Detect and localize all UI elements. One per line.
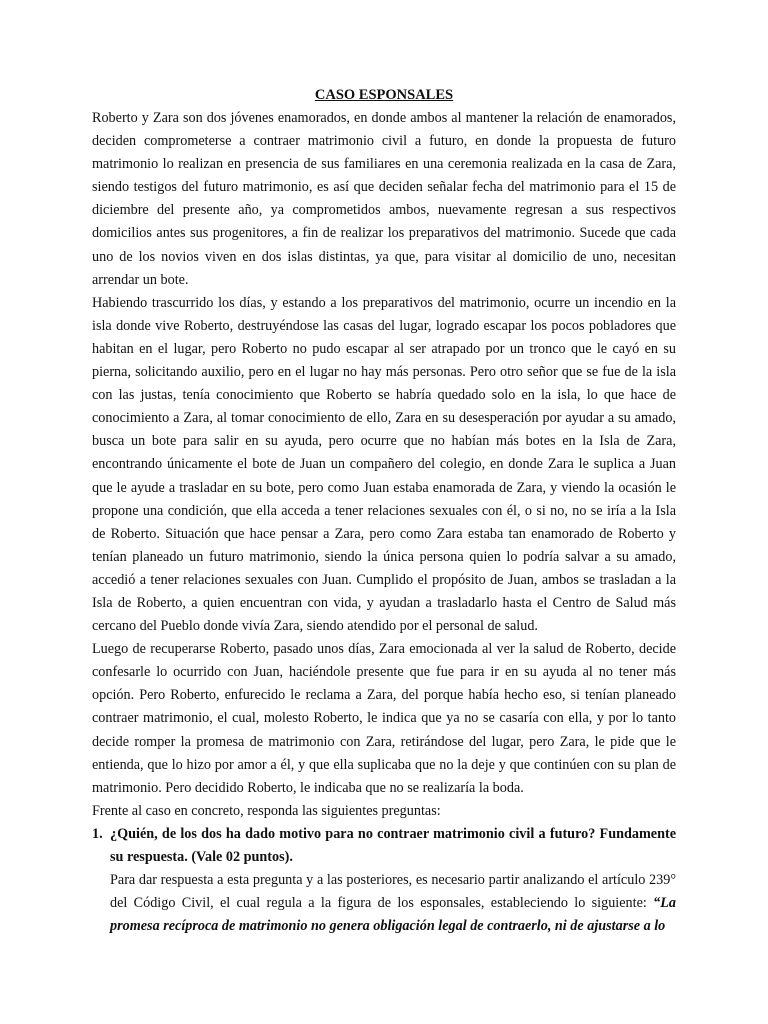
question-1 [92,823,676,938]
question-text: ¿Quién, de los dos ha dado motivo para no contraer matrimonio civil a futuro? Fundamente su respuesta. (Vale 02 puntos). [110,825,676,865]
question-number: 1. [92,825,103,842]
answer-intro: Para dar respuesta a esta pregunta y a las posteriores, es necesario partir analizando el artículo 239° del Código Civil, el cual regula a la figura de los esponsales, estableciendo lo siguiente: [110,872,676,912]
paragraph-2: Habiendo trascurrido los días, y estando a los preparativos del matrimonio, ocurre un incendio en la isla donde vive Roberto, destruyéndose las casas del lugar, logrado escapar los pocos pobladores que habitan en el lugar, pero Roberto no pudo escapar al ser atrapado por un tronco que le cayó en su pierna, solicitando auxilio, pero en el lugar no hay más personas. Pero otro señor que se fue de la isla con las justas, tenía conocimiento que Roberto se habría quedado solo en la isla, lo que hace de conocimiento a Zara, al tomar conocimiento de ello, Zara en su desesperación por ayudar a su amado, busca un bote para salir en su ayuda, pero ocurre que no habían más botes en la Isla de Zara, encontrando únicamente el bote de Juan un compañero del colegio, en donde Zara le suplica a Juan que le ayude a trasladar en su bote, pero como Juan estaba enamorada de Zara, y viendo la ocasión le propone una condición, que ella acceda a tener relaciones sexuales con él, o si no, no se iría a la Isla de Roberto. Situación que hace pensar a Zara, pero como Zara estaba tan enamorado de Roberto y tenían planeado un futuro matrimonio, siendo la única persona quien lo podría salvar a su amado, accedió a tener relaciones sexuales con Juan. Cumplido el propósito de Juan, ambos se trasladan a la Isla de Roberto, a quien encuentran con vida, y ayudan a trasladarlo hasta el Centro de Salud más cercano del Pueblo donde vivía Zara, siendo atendido por el personal de salud. [92,294,676,635]
paragraph-3: Luego de recuperarse Roberto, pasado unos días, Zara emocionada al ver la salud de Roberto, decide confesarle lo ocurrido con Juan, haciéndole presente que fue para ir en su ayuda al no tener más opción. Pero Roberto, enfurecido le reclama a Zara, del porque había hecho eso, si tenían planeado contraer matrimonio, el cual, molesto Roberto, le indica que ya no se casaría con ella, y por lo tanto decide romper la promesa de matrimonio con Zara, retirándose del lugar, pero Zara, le pide que le entienda, que lo hizo por amor a él, y que ella suplicaba que no la deje y que continúen con su plan de matrimonio. Pero decidido Roberto, le indicaba que no se realizaría la boda. [92,641,676,796]
answer-paragraph [110,869,676,938]
answer-quote: “La promesa recíproca de matrimonio no genera obligación legal de contraerlo, ni de ajustarse a lo [110,895,676,935]
document-title: CASO ESPONSALES [314,87,454,103]
paragraph-1: Roberto y Zara son dos jóvenes enamorados, en donde ambos al mantener la relación de enamorados, deciden comprometerse a contraer matrimonio civil a futuro, en donde la propuesta de futuro matrimonio lo realizan en presencia de sus familiares en una ceremonia realizada en la casa de Zara, siendo testigos del futuro matrimonio, es así que deciden señalar fecha del matrimonio para el 15 de diciembre del presente año, ya comprometidos ambos, nuevamente regresan a sus respectivos domicilios antes sus progenitores, a fin de realizar los preparativos del matrimonio. Sucede que cada uno de los novios viven en dos islas distintas, ya que, para visitar al domicilio de uno, necesitan arrendar un bote. [92,110,676,288]
question-body [110,823,676,938]
paragraph-4: Frente al caso en concreto, responda las siguientes preguntas: [92,802,441,819]
